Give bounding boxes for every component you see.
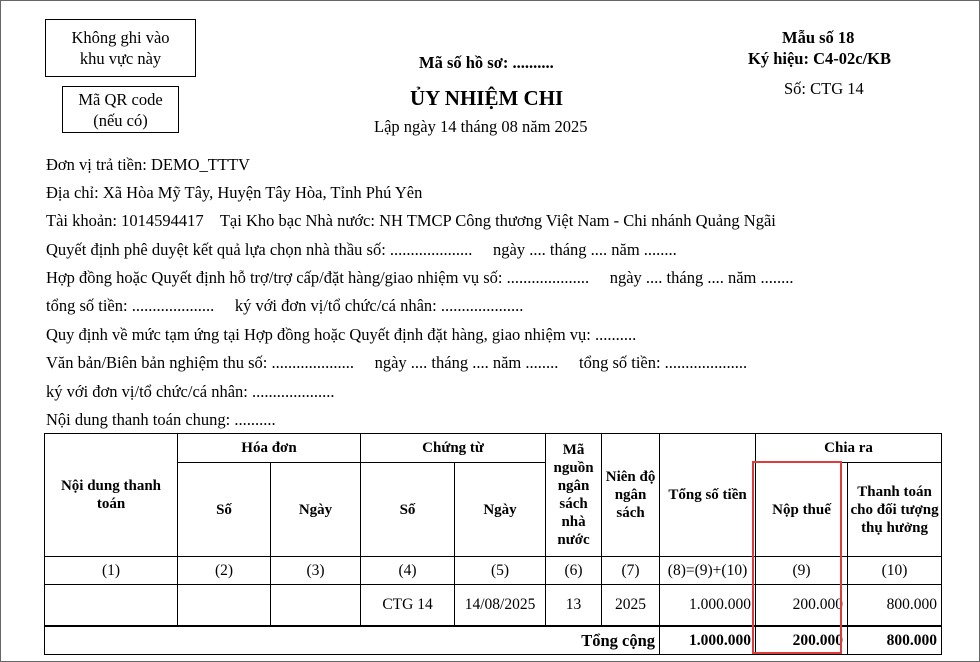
cell-total: 1.000.000: [660, 585, 756, 627]
column-number-row: [45, 557, 942, 585]
payer-account: Tài khoản: 1014594417 Tại Kho bạc Nhà nước: NH TMCP Công thương Việt Nam - Chi nhánh Quảng Ngãi: [46, 211, 776, 230]
header-voucher: Chứng từ: [361, 434, 546, 463]
header-budget-source: Mã nguồn ngân sách nhà nước: [546, 434, 602, 557]
no-write-box: [45, 19, 196, 77]
payment-table: [44, 433, 942, 655]
contractor-decision: Quyết định phê duyệt kết quả lựa chọn nhà thầu số: .................... ngày .... tháng .... năm ........: [46, 240, 677, 259]
form-symbol: Ký hiệu: C4-02c/KB: [748, 49, 891, 68]
header-total: Tổng số tiền: [660, 434, 756, 557]
header-beneficiary: Thanh toán cho đối tượng thụ hưởng: [848, 463, 942, 557]
qr-code-box: [62, 86, 179, 133]
cell-budget-source: 13: [546, 585, 602, 627]
header-content: Nội dung thanh toán: [45, 434, 178, 557]
total-label: Tổng cộng: [45, 626, 660, 655]
total-row: [45, 626, 942, 655]
acceptance-party-line: ký với đơn vị/tổ chức/cá nhân: ....................: [46, 382, 335, 401]
cell-invoice-date: [271, 585, 361, 627]
table-row: [45, 585, 942, 627]
qr-line1: Mã QR code: [78, 89, 163, 109]
total-tax: 200.000: [756, 626, 848, 655]
header-budget-year: Niên độ ngân sách: [602, 434, 660, 557]
header-tax: Nộp thuế: [756, 463, 848, 557]
form-code: Mẫu số 18: [782, 28, 855, 47]
total-amount: 1.000.000: [660, 626, 756, 655]
cell-budget-year: 2025: [602, 585, 660, 627]
header-invoice-date: Ngày: [271, 463, 361, 557]
header-voucher-number: Số: [361, 463, 455, 557]
total-beneficiary: 800.000: [848, 626, 942, 655]
col-number: (1): [45, 557, 178, 585]
col-number: (10): [848, 557, 942, 585]
contract-total-line: tổng số tiền: .................... ký với đơn vị/tổ chức/cá nhân: ....................: [46, 296, 524, 315]
col-number: (7): [602, 557, 660, 585]
col-number: (9): [756, 557, 848, 585]
payer-address: Địa chỉ: Xã Hòa Mỹ Tây, Huyện Tây Hòa, Tỉnh Phú Yên: [46, 183, 423, 202]
cell-tax: 200.000: [756, 585, 848, 627]
cell-beneficiary: 800.000: [848, 585, 942, 627]
cell-invoice-number: [178, 585, 271, 627]
date-line: Lập ngày 14 tháng 08 năm 2025: [374, 117, 588, 136]
contract-line: Hợp đồng hoặc Quyết định hỗ trợ/trợ cấp/đặt hàng/giao nhiệm vụ số: .................... ngày .... tháng .... năm ........: [46, 268, 794, 287]
header-split: Chia ra: [756, 434, 942, 463]
dossier-number: Mã số hồ sơ: ..........: [419, 53, 554, 72]
cell-content: [45, 585, 178, 627]
header-invoice: Hóa đơn: [178, 434, 361, 463]
header-voucher-date: Ngày: [455, 463, 546, 557]
advance-rule-line: Quy định về mức tạm ứng tại Hợp đồng hoặc Quyết định đặt hàng, giao nhiệm vụ: ..........: [46, 325, 637, 344]
no-write-line2: khu vực này: [79, 49, 162, 68]
col-number: (2): [178, 557, 271, 585]
cell-voucher-number: CTG 14: [361, 585, 455, 627]
acceptance-line: Văn bản/Biên bản nghiệm thu số: .................... ngày .... tháng .... năm ........ tổng số tiền: ....................: [46, 353, 748, 372]
general-content-line: Nội dung thanh toán chung: ..........: [46, 410, 276, 429]
col-number: (4): [361, 557, 455, 585]
col-number: (5): [455, 557, 546, 585]
col-number: (3): [271, 557, 361, 585]
qr-line2: (nếu có): [93, 110, 148, 130]
cell-voucher-date: 14/08/2025: [455, 585, 546, 627]
no-write-line1: Không ghi vào: [71, 28, 170, 47]
document-title: ỦY NHIỆM CHI: [410, 86, 564, 110]
col-number: (8)=(9)+(10): [660, 557, 756, 585]
payer-unit: Đơn vị trả tiền: DEMO_TTTV: [46, 155, 250, 174]
col-number: (6): [546, 557, 602, 585]
form-number: Số: CTG 14: [784, 79, 864, 98]
header-invoice-number: Số: [178, 463, 271, 557]
